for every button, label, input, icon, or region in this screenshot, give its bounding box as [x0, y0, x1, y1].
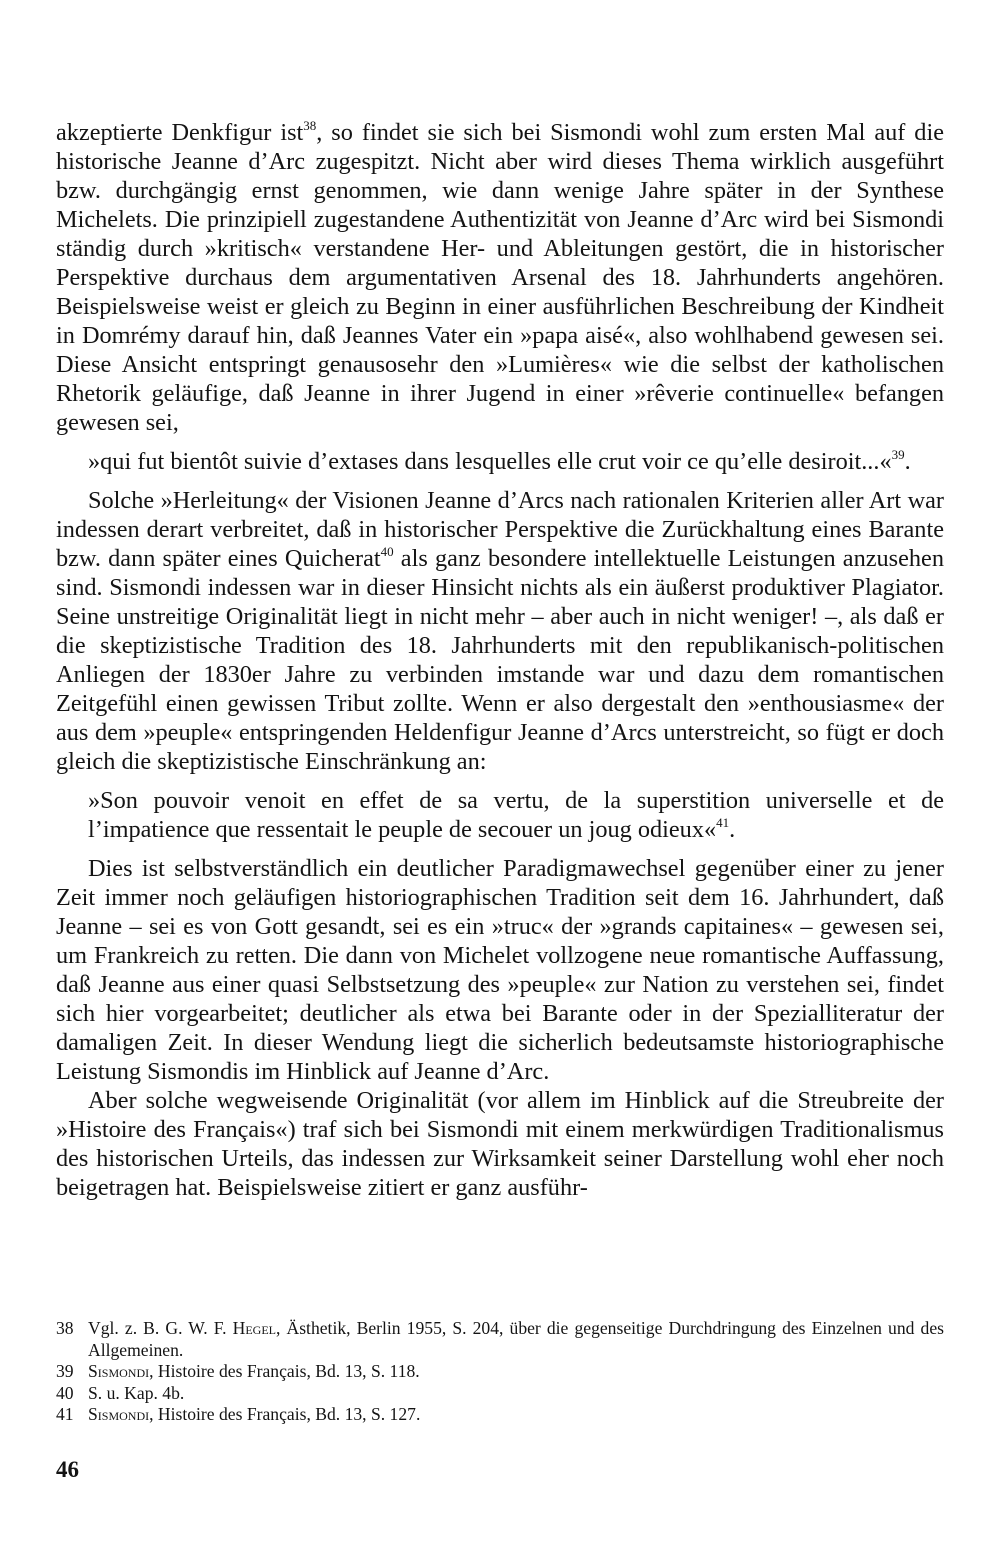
quote-1-end: . [904, 448, 911, 475]
footnote-38 [56, 1318, 944, 1361]
footnotes [56, 1318, 944, 1426]
paragraph-3: Dies ist selbstverständlich ein deutlicher Paradigmawechsel gegenüber einer zu jener Zeit immer noch geläufigen historiographischen Tradition seit dem 16. Jahrhundert, daß Jeanne – sei es von Gott gesandt, sei es ein »truc« der »grands capitaines« – gewesen sei, um Frankreich zu retten. Die dann von Michelet vollzogene neue romantische Auffassung, daß Jeanne aus einer quasi Selbstsetzung des »peuple« zur Nation zu verstehen sei, findet sich hier vorgearbeitet; deutlicher als etwa bei Barante oder in der Spezialliteratur der damaligen Zeit. In dieser Wendung liegt die sicherlich bedeutsamste historiographische Leistung Sismondis im Hinblick auf Jeanne d’Arc. [56, 855, 944, 1085]
quote-2-text: »Son pouvoir venoit en effet de sa vertu, de la superstition universelle et de l’impatience que ressentait le peuple de secouer un joug odieux« [88, 787, 944, 843]
footnote-author: Sismondi [88, 1361, 150, 1381]
footnote-number: 41 [56, 1404, 74, 1424]
footnote-author: Hegel [232, 1318, 277, 1338]
quote-2-end: . [729, 816, 736, 843]
footnote-39 [56, 1361, 944, 1383]
paragraph-1-part-b: , so findet sie sich bei Sismondi wohl zum ersten Mal auf die historische Jeanne d’Arc zugespitzt. Nicht aber wird dieses Thema wirklich ausgeführt bzw. durchgängig ernst genommen, wie dann wenige Jahre später in der Synthese Michelets. Die prinzipiell zugestandene Authentizität von Jeanne d’Arc wird bei Sismondi ständig durch »kritisch« verstandene Her- und Ableitungen gestört, die in historischer Perspektive durchaus dem argumentativen Arsenal des 18. Jahrhunderts angehören. Beispielsweise weist er gleich zu Beginn in einer ausführlichen Beschreibung der Kindheit in Domrémy darauf hin, daß Jeannes Vater ein »papa aisé«, also wohlhabend gewesen sei. Diese Ansicht entspringt genausosehr den »Lumières« wie die selbst der katholischen Rhetorik geläufige, daß Jeanne in ihrer Jugend in einer »rêverie continuelle« befangen gewesen sei, [56, 119, 944, 436]
paragraph-2-part-a: Solche »Herleitung« der Visionen Jeanne d’Arcs nach rationalen Kriterien aller Art war indessen derart verbreitet, daß in historischer Perspektive die Zurückhaltung eines Barante bzw. dann später eines Quicherat [56, 487, 944, 572]
footnote-number: 39 [56, 1361, 74, 1381]
footnote-40 [56, 1383, 944, 1405]
footnote-text: Vgl. z. B. G. W. F. [88, 1318, 233, 1338]
footnote-ref-41: 41 [716, 815, 730, 830]
footnote-text: S. u. Kap. 4b. [88, 1382, 185, 1403]
main-text [56, 118, 944, 1202]
page-number: 46 [56, 1457, 79, 1482]
footnote-text: , Histoire des Français, Bd. 13, S. 118. [149, 1361, 420, 1381]
footnote-author: Sismondi [88, 1404, 150, 1424]
quote-1 [88, 447, 944, 476]
footnote-text: , Histoire des Français, Bd. 13, S. 127. [149, 1404, 421, 1424]
footnote-41 [56, 1404, 944, 1426]
quote-1-text: »qui fut bientôt suivie d’extases dans lesquelles elle crut voir ce qu’elle desiroit...« [88, 448, 892, 475]
footnote-ref-39: 39 [891, 447, 905, 462]
footnote-ref-40: 40 [380, 544, 394, 559]
paragraph-1-part-a: akzeptierte Denkfigur ist [56, 119, 304, 146]
quote-2 [88, 786, 944, 844]
paragraph-4: Aber solche wegweisende Originalität (vor allem im Hinblick auf die Streubreite der »Histoire des Français«) traf sich bei Sismondi mit einem merkwürdigen Traditionalismus des historischen Urteils, das indessen zur Wirksamkeit seiner Darstellung wohl eher noch beigetragen hat. Beispielsweise zitiert er ganz ausführ- [56, 1087, 944, 1201]
paragraph-1 [56, 118, 944, 437]
paragraph-2 [56, 486, 944, 776]
footnote-number: 40 [56, 1382, 74, 1403]
footnote-text: , Ästhetik, Berlin 1955, S. 204, über die gegenseitige Durchdringung des Einzelnen und des Allgemeinen. [88, 1318, 944, 1360]
paragraph-2-part-b: als ganz besondere intellektuelle Leistungen anzusehen sind. Sismondi indessen war in dieser Hinsicht nichts als ein äußerst produktiver Plagiator. Seine unstreitige Originalität liegt in nicht mehr – aber auch in nicht weniger! –, als daß er die skeptizistische Tradition des 18. Jahrhunderts mit den republikanisch-politischen Anliegen der 1830er Jahre zu verbinden imstande war und dazu dem romantischen Zeitgefühl einen gewissen Tribut zollte. Wenn er also dergestalt den »enthousiasme« der aus dem »peuple« entspringenden Heldenfigur Jeanne d’Arcs unterstreicht, so fügt er doch gleich die skeptizistische Einschränkung an: [56, 545, 944, 775]
footnote-ref-38: 38 [303, 118, 317, 133]
footnote-number: 38 [56, 1318, 74, 1338]
